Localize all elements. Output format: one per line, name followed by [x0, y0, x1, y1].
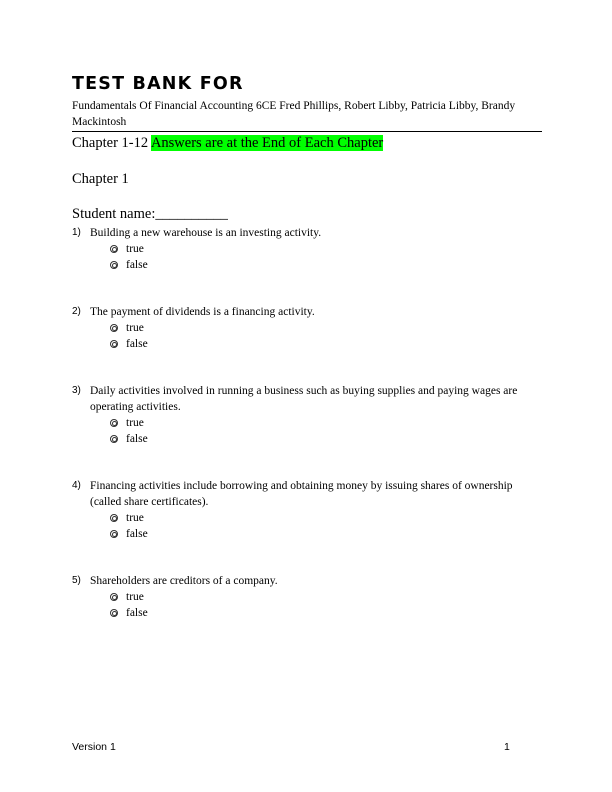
question-item	[72, 478, 542, 542]
option-true[interactable]	[110, 415, 542, 431]
option-label: false	[126, 607, 148, 619]
chapter-range-line	[72, 134, 383, 152]
option-label: false	[126, 259, 148, 271]
option-label: true	[126, 591, 144, 603]
radio-icon[interactable]	[110, 340, 118, 348]
question-list	[72, 225, 542, 621]
option-label: false	[126, 528, 148, 540]
option-false[interactable]	[110, 336, 542, 352]
option-label: false	[126, 433, 148, 445]
radio-icon[interactable]	[110, 530, 118, 538]
option-true[interactable]	[110, 510, 542, 526]
option-label: true	[126, 243, 144, 255]
footer-version: Version 1	[72, 741, 116, 753]
question-number: 2)	[72, 306, 81, 317]
question-text: Daily activities involved in running a business such as buying supplies and paying wages are operating activities.	[90, 385, 518, 413]
question-number: 3)	[72, 385, 81, 396]
radio-icon[interactable]	[110, 609, 118, 617]
chapter-heading: Chapter 1	[72, 171, 129, 187]
book-subtitle: Fundamentals Of Financial Accounting 6CE Fred Phillips, Robert Libby, Patricia Libby, Brandy Mackintosh	[72, 100, 516, 128]
option-true[interactable]	[110, 320, 542, 336]
chapter-range: Chapter 1-12	[72, 135, 149, 151]
option-label: false	[126, 338, 148, 350]
radio-icon[interactable]	[110, 435, 118, 443]
question-number: 4)	[72, 480, 81, 491]
option-label: true	[126, 512, 144, 524]
radio-icon[interactable]	[110, 593, 118, 601]
document-title: TEST BANK FOR	[72, 74, 244, 94]
option-label: true	[126, 417, 144, 429]
question-item	[72, 304, 542, 352]
option-label: true	[126, 322, 144, 334]
student-name-field: Student name:__________	[72, 206, 228, 222]
question-number: 1)	[72, 227, 81, 238]
question-item	[72, 225, 542, 273]
question-text: The payment of dividends is a financing activity.	[90, 306, 315, 318]
radio-icon[interactable]	[110, 419, 118, 427]
radio-icon[interactable]	[110, 245, 118, 253]
question-number: 5)	[72, 575, 81, 586]
question-item	[72, 383, 542, 447]
option-true[interactable]	[110, 241, 542, 257]
radio-icon[interactable]	[110, 261, 118, 269]
header-divider	[72, 131, 542, 132]
question-text: Financing activities include borrowing and obtaining money by issuing shares of ownership (called share certificates).	[90, 480, 513, 508]
question-text: Building a new warehouse is an investing activity.	[90, 227, 322, 239]
footer-page-number: 1	[504, 741, 510, 753]
option-false[interactable]	[110, 431, 542, 447]
question-item	[72, 573, 542, 621]
option-false[interactable]	[110, 257, 542, 273]
question-text: Shareholders are creditors of a company.	[90, 575, 278, 587]
option-false[interactable]	[110, 526, 542, 542]
answers-note-highlight: Answers are at the End of Each Chapter	[150, 135, 384, 151]
radio-icon[interactable]	[110, 324, 118, 332]
radio-icon[interactable]	[110, 514, 118, 522]
option-true[interactable]	[110, 589, 542, 605]
option-false[interactable]	[110, 605, 542, 621]
